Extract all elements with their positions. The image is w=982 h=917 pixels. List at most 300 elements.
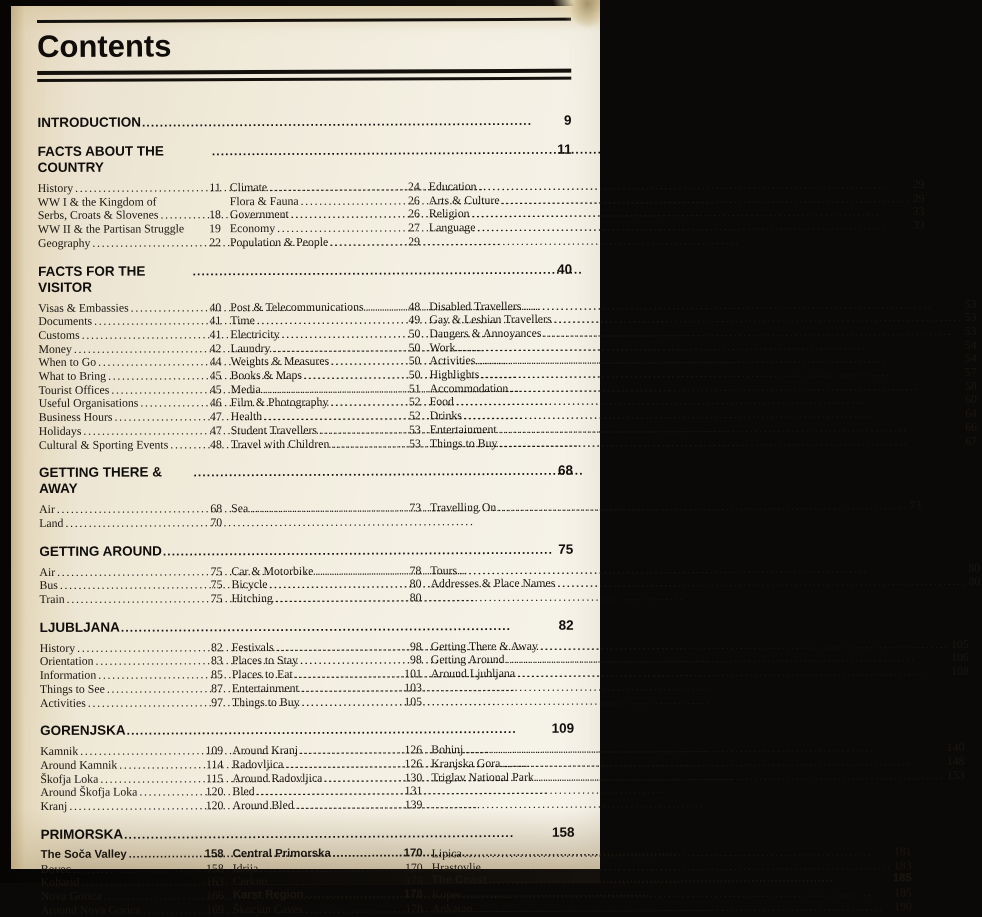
dot-leader [331,437,407,451]
entry-page: 158 [206,862,224,876]
entry-page: 185 [894,886,912,900]
dot-leader [142,903,204,917]
entry-label: What to Bring [39,370,107,384]
entry-page: 66 [965,421,977,435]
section-title: FACTS ABOUT THE COUNTRY [38,143,211,176]
dot-leader [275,591,408,605]
entry-label: Visas & Embassies [38,301,128,315]
toc-entry [38,236,221,251]
entry-page: 170 [405,861,423,875]
entry-label: Holidays [39,425,82,439]
toc-entry [40,696,223,711]
entry-label: Health [231,410,263,424]
toc-entry [38,181,221,196]
toc-column [431,638,969,709]
entry-page: 185 [893,872,912,886]
entry-page: 54 [965,352,977,366]
entry-page: 97 [211,696,223,710]
section-page: 11 [557,142,571,158]
entry-page: 183 [894,859,912,873]
toc-entry [233,902,423,917]
dot-leader [142,113,563,131]
entry-page: 75 [211,579,223,593]
entry-page: 114 [206,758,223,772]
dot-leader [250,502,407,516]
entry-page: 60 [965,393,977,407]
entry-page: 44 [210,356,222,370]
entry-label: Dangers & Annoyances [429,327,541,341]
entry-page: 26 [408,194,420,208]
entry-page: 45 [210,369,222,383]
entry-label: Nova Gorica [41,890,102,904]
entry-page: 108 [951,665,969,679]
toc-entry [430,499,921,515]
entry-page: 85 [211,668,223,682]
entry-label: Kamnik [40,745,78,759]
entry-label: Bicycle [231,578,267,592]
entry-label: Entertainment [430,423,497,437]
dot-leader [75,181,207,195]
entry-page: 175 [405,875,423,889]
dot-leader [103,889,204,903]
entry-label: WW I & the Kingdom of [38,195,157,209]
toc-column [40,744,223,813]
entry-label: Air [39,566,55,580]
toc-column [39,502,222,530]
entry-label: Festivals [232,641,274,655]
entry-page: 120 [206,786,224,800]
toc-column [430,562,980,606]
dot-leader [67,592,209,606]
double-rule [37,69,571,82]
section-columns [40,639,574,710]
entry-label: Kranj [40,800,67,814]
entry-page: 45 [210,383,222,397]
entry-label: Kobarid [41,876,80,890]
dot-leader [301,681,403,695]
toc-entry [231,437,421,452]
section-page: 9 [564,113,572,129]
section-heading [40,617,574,635]
entry-label: Kranjska Gora [431,757,500,771]
entry-label: Electricity [230,328,279,342]
dot-leader [163,541,558,559]
entry-label: Places to Stay [232,654,298,668]
dot-leader [170,438,208,452]
toc-entry [233,875,423,890]
entry-page: 82 [211,641,223,655]
entry-label: Sea [231,502,248,516]
entry-label: Drinks [430,409,462,423]
entry-label: Climate [230,181,267,195]
entry-page: 75 [211,565,223,579]
entry-label: When to Go [38,356,96,370]
toc-column [233,847,423,916]
entry-label: Media [231,383,261,397]
dot-leader [212,142,557,160]
toc-column [230,180,420,249]
entry-page: 53 [409,423,421,437]
entry-label: Travelling On [430,501,496,515]
entry-page: 126 [405,757,423,771]
entry-label: Lipica [432,847,462,861]
entry-page: 178 [405,902,423,916]
entry-page: 11 [209,181,220,195]
entry-label: Karst Region [233,889,304,903]
entry-label: Business Hours [39,411,113,425]
toc-entry [231,502,421,517]
entry-label: Around Bled [232,799,293,813]
toc-entry [40,592,223,607]
toc-column [429,178,925,249]
entry-page: 40 [209,301,221,315]
section-title: GORENJSKA [40,723,126,739]
entry-page: 33 [913,206,925,220]
entry-label: Around Kamnik [40,759,117,773]
section-heading [38,261,572,295]
entry-page: 67 [965,434,977,448]
dot-leader [281,327,406,341]
section-title: PRIMORSKA [41,826,124,842]
entry-page: 24 [408,180,420,194]
dot-leader [306,888,402,902]
entry-page: 73 [409,502,421,516]
entry-page: 50 [409,327,421,341]
paper-page [11,6,600,869]
entry-label: Tours [430,564,457,578]
entry-page: 33 [913,219,925,233]
entry-label: Bus [39,579,57,593]
dot-leader [517,665,949,681]
entry-label: Škofja Loka [40,772,98,786]
toc-section [40,721,574,814]
dot-leader [69,799,203,813]
entry-label: Getting Around [431,653,505,667]
entry-label: Tourist Offices [39,383,110,397]
section-title: LJUBLJANA [40,619,120,635]
entry-page: 53 [409,437,421,451]
entry-label: Triglav National Park [431,771,534,785]
toc-column [231,502,421,530]
toc-section [40,617,574,710]
entry-label: Religion [429,208,470,222]
entry-label: Laundry [230,342,270,356]
section-page: 109 [552,721,575,737]
toc-entry [430,575,980,591]
section-title: GETTING THERE & AWAY [39,465,193,498]
section-columns [38,180,572,251]
dot-leader [296,799,403,813]
entry-page: 169 [206,903,224,917]
entry-label: Books & Maps [231,369,303,383]
entry-label: WW II & the Partisan Struggle [38,222,184,236]
entry-label: Documents [38,315,92,329]
entry-page: 80 [410,578,422,592]
toc-entry [432,900,912,916]
entry-page: 26 [408,208,420,222]
dot-leader [124,825,551,843]
section-title: FACTS FOR THE VISITOR [38,263,192,296]
entry-label: Bled [232,785,254,799]
dot-leader [269,875,403,889]
entry-label: Škocjan Caves [233,902,303,916]
dot-leader [83,424,208,438]
entry-label: Customs [38,329,79,343]
entry-page: 158 [205,848,224,862]
section-page: 82 [559,617,574,633]
entry-label: Time [230,314,255,328]
toc-column [232,640,422,709]
toc-column [232,744,422,813]
entry-page: 52 [409,396,421,410]
entry-label: Work [429,341,455,355]
toc-section [39,541,573,606]
section-page: 158 [552,824,575,840]
entry-label: Around Radovljica [232,771,322,785]
toc-section [39,463,573,531]
toc-entry [231,591,421,606]
entry-label: Radovljica [232,758,283,772]
toc-column [430,499,921,529]
entry-label: Highlights [430,368,480,382]
dot-leader [536,769,945,784]
section-heading [37,113,571,131]
entry-page: 42 [210,342,222,356]
entry-label: Information [40,669,96,683]
entry-page: 105 [951,638,969,652]
table-of-contents [37,113,574,917]
entry-page: 18 [209,209,221,223]
dot-leader [319,423,407,437]
entry-page: 49 [408,314,420,328]
entry-label: Train [40,593,65,607]
toc-entry [40,799,223,814]
entry-page: 190 [894,900,912,914]
entry-page: 68 [210,502,222,516]
entry-label: Car & Motorbike [231,564,313,578]
toc-section [41,824,575,917]
entry-page: 140 [947,741,965,755]
entry-page: 48 [408,300,420,314]
section-page: 75 [558,541,573,557]
toc-column [432,845,912,916]
entry-label: Orientation [40,655,94,669]
section-columns [38,299,573,452]
dot-leader [121,617,558,635]
entry-page: 105 [404,695,422,709]
entry-label: Around Škofja Loka [40,786,137,800]
entry-label: Addresses & Place Names [430,577,555,591]
entry-page: 50 [409,368,421,382]
entry-label: Around Nova Gorica [41,903,141,917]
section-title: GETTING AROUND [39,543,162,560]
entry-label: Things to See [40,683,105,697]
section-page: 40 [557,261,572,277]
entry-page: 78 [410,564,422,578]
entry-label: Education [429,180,477,194]
dot-leader [127,721,551,739]
entry-page: 53 [965,311,977,325]
entry-page: 75 [211,592,223,606]
entry-label: Film & Photography [231,396,329,410]
entry-page: 103 [404,681,422,695]
toc-column [38,181,221,250]
top-rule [37,18,571,23]
entry-label: Food [430,396,454,410]
entry-label: Travel with Children [231,437,330,451]
section-heading [40,721,574,739]
entry-page: 70 [210,516,222,530]
entry-label: Central Primorska [233,848,331,862]
entry-label: Activities [429,354,475,368]
entry-label: Money [38,342,71,356]
toc-section [38,142,572,251]
entry-page: 29 [913,192,925,206]
toc-entry [429,219,925,235]
dot-leader [129,848,203,862]
entry-page: 29 [913,178,925,192]
entry-page: 19 [209,222,221,236]
entry-page: 41 [209,314,221,328]
entry-page: 52 [409,409,421,423]
dot-leader [285,757,402,771]
entry-label: History [38,182,73,196]
entry-label: Things to Buy [430,437,498,451]
dot-leader [557,575,966,590]
entry-label: Things to Buy [232,695,300,709]
page-title: Contents [37,28,571,64]
entry-page: 153 [947,769,965,783]
entry-label: Bohinj [431,743,463,757]
toc-entry [39,516,222,531]
entry-page: 130 [405,771,423,785]
entry-label: Government [230,208,289,222]
entry-page: 41 [210,328,222,342]
entry-page: 54 [965,339,977,353]
entry-label: History [40,642,75,656]
entry-label: Student Travellers [231,424,317,438]
dot-leader [82,328,208,342]
entry-page: 51 [409,382,421,396]
dot-leader [330,235,406,249]
dot-leader [108,369,208,383]
entry-page: 53 [965,325,977,339]
section-columns [39,501,573,531]
entry-page: 83 [211,655,223,669]
entry-label: Accommodation [430,382,509,396]
page-corner-curl [542,0,600,50]
dot-leader [92,236,207,250]
entry-label: Gay & Lesbian Travellers [429,313,551,327]
entry-page: 98 [410,640,422,654]
entry-page: 126 [404,744,422,758]
toc-entry [431,665,969,681]
dot-leader [477,219,910,235]
toc-column [41,848,224,917]
entry-label: Useful Organisations [39,397,139,411]
toc-entry [230,235,420,250]
dot-leader [474,900,892,916]
entry-page: 170 [404,847,423,861]
entry-label: Idrija [233,862,259,876]
entry-label: Air [39,503,55,517]
entry-page: 120 [206,799,224,813]
entry-page: 50 [409,355,421,369]
entry-page: 47 [210,424,222,438]
entry-page: 46 [210,397,222,411]
entry-page: 166 [206,889,224,903]
entry-label: Getting There & Away [431,640,538,654]
entry-label: Hrastovlje [432,861,481,875]
section-title: INTRODUCTION [37,115,141,131]
entry-page: 98 [410,654,422,668]
entry-label: Hitching [231,592,272,606]
toc-section [37,113,571,131]
entry-page: 101 [404,667,422,681]
toc-column [39,565,222,607]
entry-label: Language [429,221,476,235]
entry-page: 80 [968,575,980,589]
dot-leader [499,435,963,451]
entry-label: The Coast [432,874,487,888]
toc-column [40,641,223,710]
entry-page: 22 [209,236,221,250]
toc-column [429,297,977,450]
toc-entry [41,903,224,917]
entry-label: Places to Eat [232,668,293,682]
dot-leader [498,499,907,514]
entry-page: 181 [894,845,912,859]
section-page: 68 [558,463,573,479]
entry-label: Geography [38,237,90,251]
entry-page: 57 [965,366,977,380]
toc-column [431,741,965,812]
entry-page: 87 [211,682,223,696]
dot-leader [305,902,404,916]
entry-page: 109 [205,744,223,758]
dot-leader [333,847,402,861]
entry-label: Flora & Fauna [230,195,299,209]
entry-page: 47 [210,410,222,424]
entry-page: 131 [405,785,423,799]
page-content [37,18,575,917]
dot-leader [193,463,557,481]
section-heading [39,463,573,497]
entry-label: Economy [230,222,275,236]
entry-label: Arts & Culture [429,194,500,208]
entry-label: Weights & Measures [230,355,329,369]
dot-leader [301,695,402,709]
entry-label: Population & People [230,236,328,250]
entry-label: Bovec [41,862,71,876]
entry-label: Around Kranj [232,744,298,758]
entry-label: Cultural & Sporting Events [39,438,168,452]
section-heading [38,142,572,176]
toc-entry [431,769,964,785]
entry-label: The Soča Valley [41,848,127,862]
entry-page: 73 [909,499,921,513]
section-columns [40,743,574,814]
entry-page: 58 [965,380,977,394]
entry-page: 53 [965,297,977,311]
toc-entry [232,798,422,813]
entry-page: 148 [947,755,965,769]
dot-leader [65,516,208,530]
entry-page: 80 [968,562,980,576]
toc-entry [39,438,222,453]
entry-label: Around Ljubljana [431,667,515,681]
dot-leader [119,758,204,772]
